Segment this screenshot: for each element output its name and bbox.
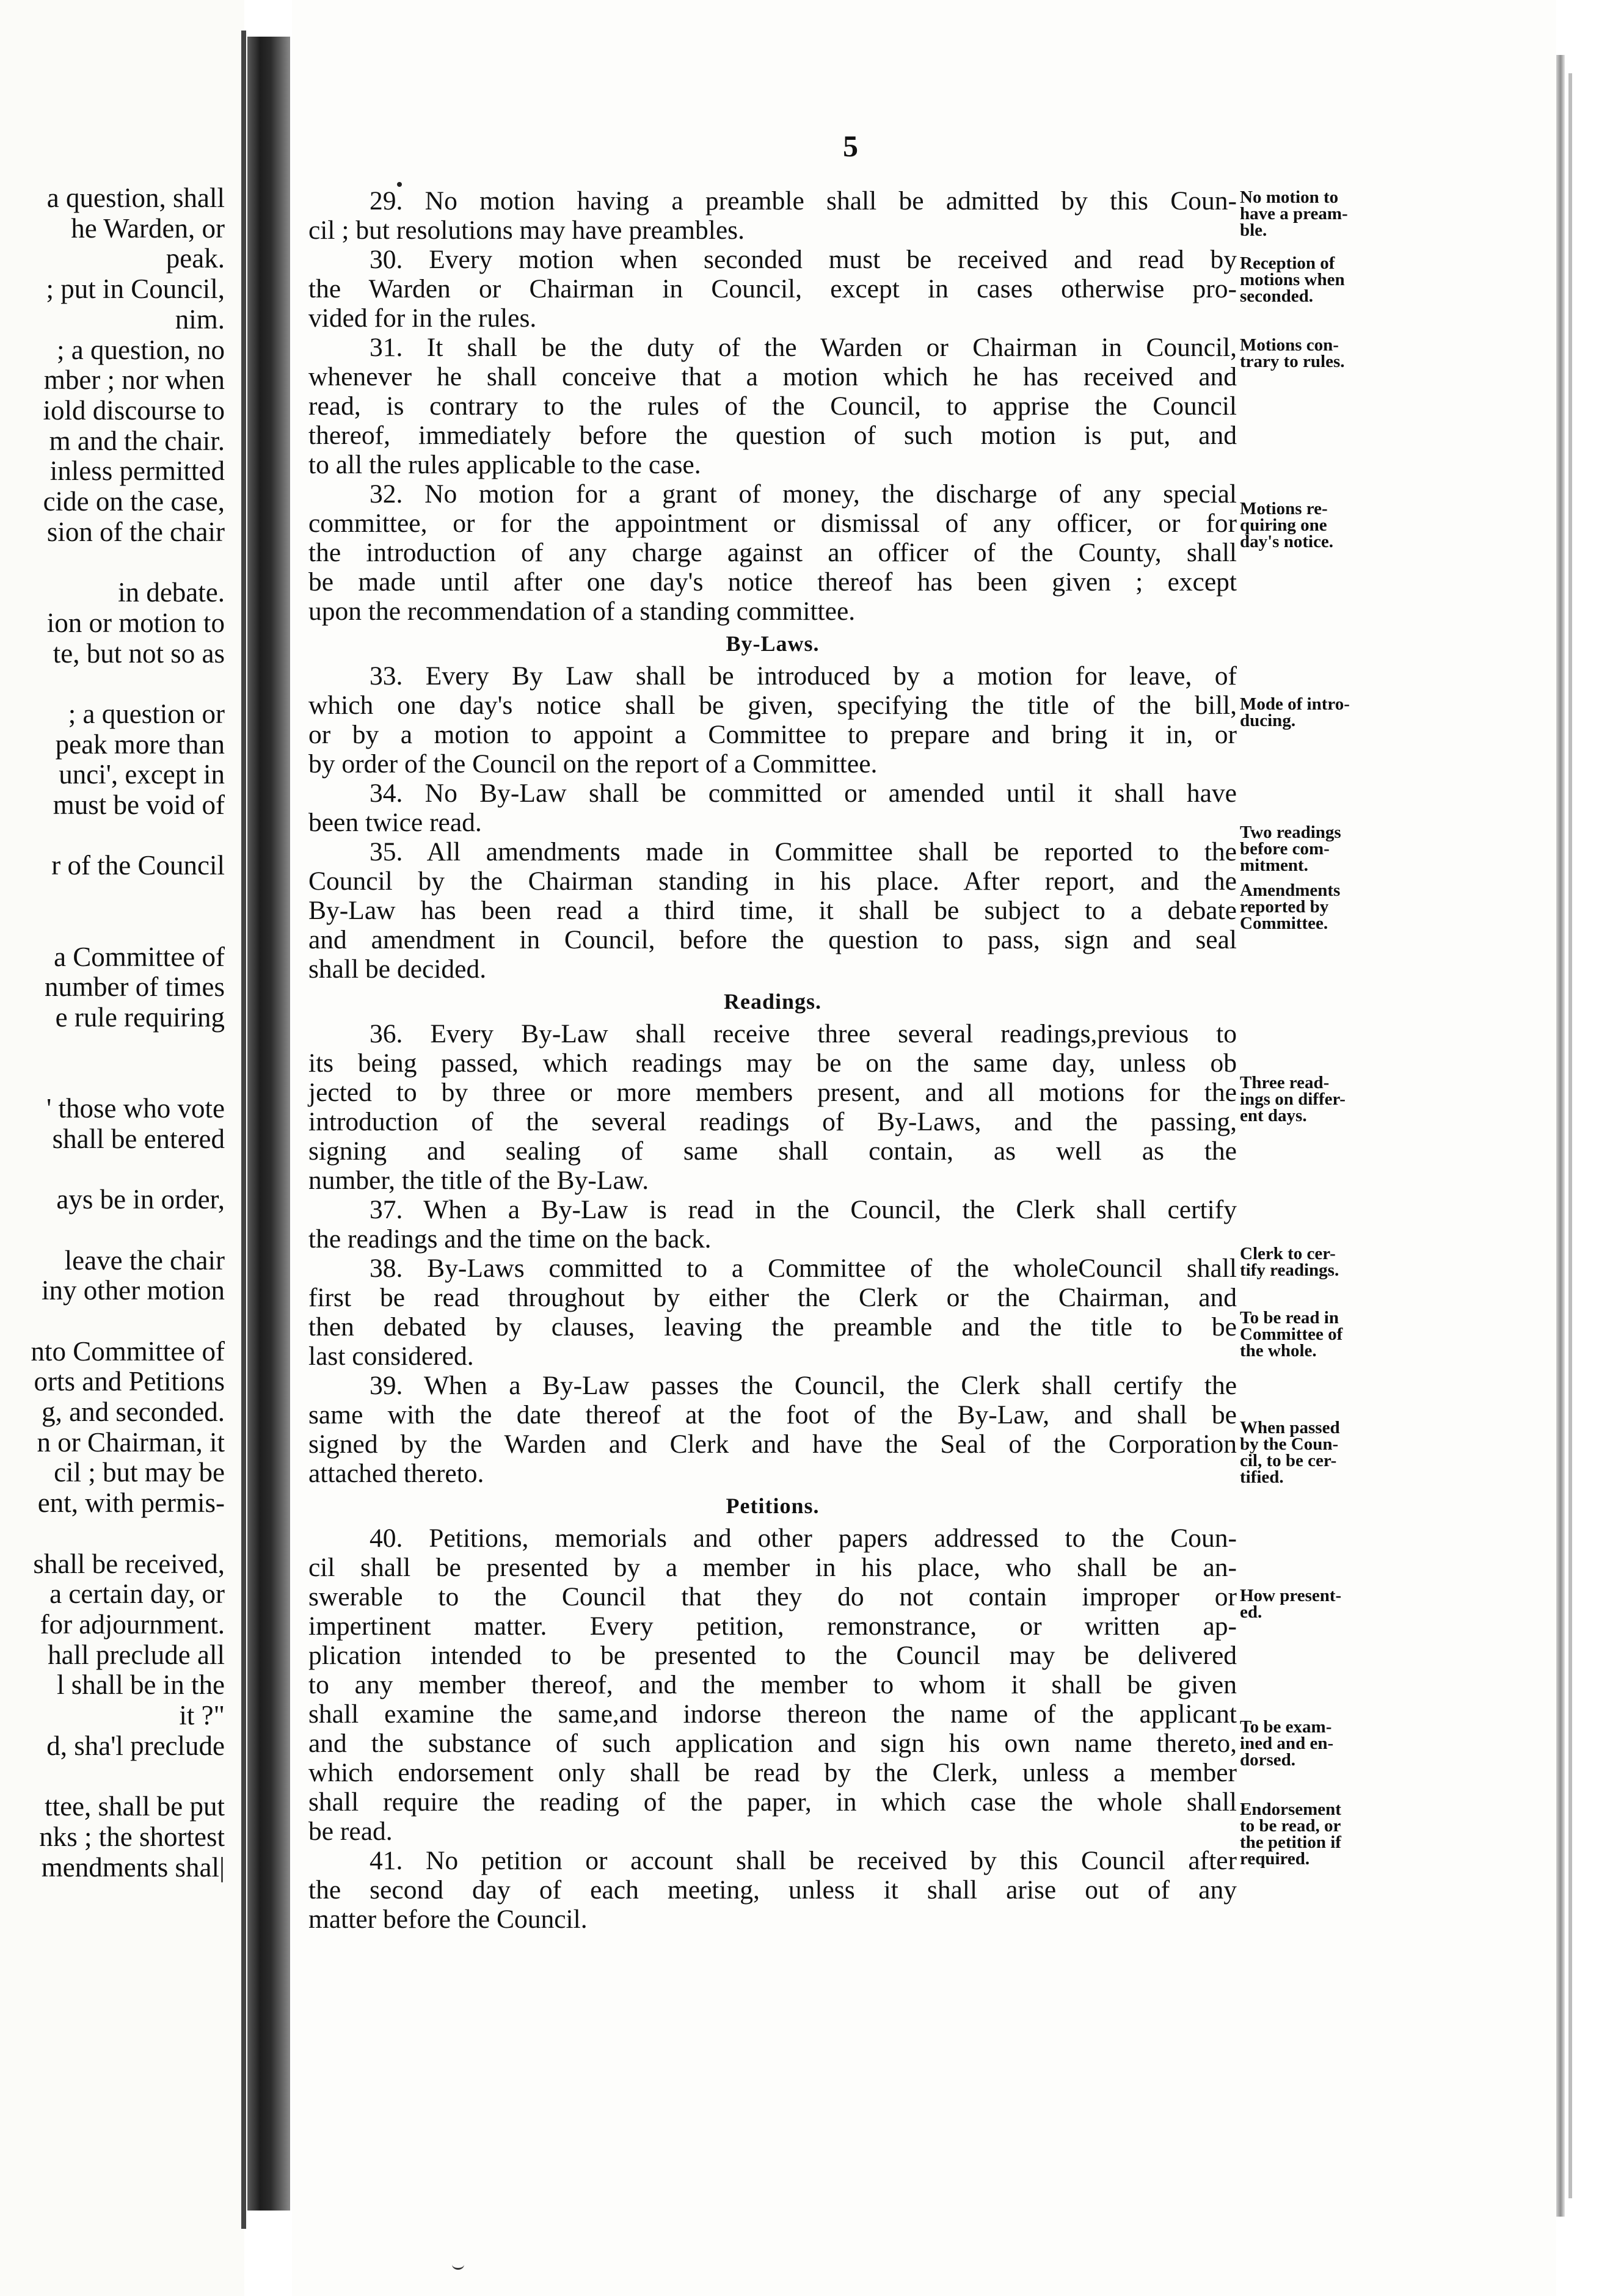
section-heading: Petitions. (726, 1494, 820, 1518)
rule-paragraph (308, 479, 1237, 626)
margin-note-line: When passed (1240, 1418, 1340, 1437)
margin-note (1240, 1075, 1417, 1124)
text-line: swerable to the Council that they do not contain improper or (308, 1582, 1237, 1611)
text-line: number, the title of the By-Law. (308, 1166, 649, 1195)
gutter-line (241, 31, 246, 2229)
book-gutter (247, 37, 290, 2211)
left-page-line: a certain day, or (49, 1579, 225, 1610)
text-line: or by a motion to appoint a Committee to prepare and bring it in, or (308, 720, 1237, 749)
rule-paragraph (308, 1371, 1237, 1488)
text-line: whenever he shall conceive that a motion which he has received and (308, 362, 1237, 391)
left-page-line: must be void of (53, 790, 225, 820)
text-line: be made until after one day's notice thereof has been given ; except (308, 567, 1237, 597)
text-line: upon the recommendation of a standing committee. (308, 597, 856, 626)
text-line: matter before the Council. (308, 1905, 588, 1934)
rule-paragraph (308, 1254, 1237, 1371)
text-line: cil ; but resolutions may have preambles. (308, 216, 745, 245)
rule-paragraph (308, 1019, 1237, 1195)
left-page-line: peak more than (55, 728, 225, 760)
left-page-line: e rule requiring (55, 1001, 225, 1033)
rule-paragraph (308, 1195, 1237, 1254)
margin-note-line: How present- (1240, 1586, 1342, 1605)
left-page-line: for adjournment. (40, 1608, 225, 1640)
margin-note-line: mitment. (1240, 856, 1308, 875)
text-line: which endorsement only shall be read by the Clerk, unless a member (308, 1758, 1237, 1787)
text-line: first be read throughout by either the Clerk or the Chairman, and (308, 1283, 1237, 1312)
margin-note-line: Committee. (1240, 914, 1328, 933)
margin-note-line: the petition if (1240, 1833, 1341, 1852)
left-page-line: d, sha'l preclude (46, 1730, 225, 1761)
text-line: cil shall be presented by a member in his place, who shall be an- (308, 1553, 1237, 1582)
text-line: then debated by clauses, leaving the preamble and the title to be (308, 1312, 1237, 1342)
left-page-line: peak. (166, 243, 225, 274)
margin-note-line: Mode of intro- (1240, 694, 1350, 714)
rule-paragraph (308, 837, 1237, 984)
left-page-line: cide on the case, (43, 486, 225, 517)
text-line: to any member thereof, and the member to whom it shall be given (308, 1670, 1237, 1699)
margin-note (1240, 189, 1417, 239)
left-page-line: hall preclude all (48, 1639, 225, 1670)
margin-note (1240, 501, 1417, 550)
main-text-column (308, 186, 1237, 1934)
margin-note-line: motions when (1240, 270, 1345, 289)
section-heading: By-Laws. (726, 631, 820, 656)
rule-paragraph (308, 1846, 1237, 1934)
margin-note-line: quiring one (1240, 515, 1327, 535)
left-page-line: orts and Petitions (34, 1366, 225, 1397)
text-line: shall examine the same,and indorse thereon the name of the applicant (308, 1699, 1237, 1729)
left-page-line: mber ; nor when (43, 365, 225, 396)
left-page-line: he Warden, or (71, 213, 225, 244)
text-line: the Warden or Chairman in Council, except in cases otherwise pro- (308, 274, 1237, 303)
margin-note (1240, 824, 1417, 874)
text-line: Council by the Chairman standing in his place. After report, and the (308, 866, 1237, 896)
margin-note-line: Motions con- (1240, 335, 1339, 355)
rule-paragraph (308, 1524, 1237, 1846)
rule-paragraph (308, 333, 1237, 479)
text-line: last considered. (308, 1342, 474, 1371)
text-line: be read. (308, 1817, 393, 1846)
margin-note-line: Two readings (1240, 823, 1341, 842)
left-page-line: sion of the chair (46, 516, 225, 547)
section-heading: Readings. (723, 989, 822, 1014)
margin-note-line: dorsed. (1240, 1750, 1296, 1770)
margin-note-line: by the Coun- (1240, 1434, 1339, 1454)
left-page-line: leave the chair (64, 1244, 225, 1276)
text-line: 35. All amendments made in Committee shall be reported to the (370, 837, 1237, 866)
margin-note-line: ings on differ- (1240, 1089, 1346, 1109)
margin-note (1240, 1420, 1417, 1486)
text-line: read, is contrary to the rules of the Council, to apprise the Council (308, 391, 1237, 421)
text-line: 37. When a By-Law is read in the Council, the Clerk shall certify (370, 1195, 1237, 1224)
text-line: 30. Every motion when seconded must be received and read by (370, 245, 1237, 274)
margin-note-line: Motions re- (1240, 499, 1328, 518)
text-line: 41. No petition or account shall be received by this Council after (370, 1846, 1237, 1875)
margin-note (1240, 882, 1417, 932)
left-page-line: inless permitted (49, 456, 225, 487)
left-page-line: nto Committee of (31, 1335, 225, 1367)
margin-note-line: No motion to (1240, 187, 1339, 207)
left-page-line: m and the chair. (49, 425, 225, 456)
text-line: and amendment in Council, before the question to pass, sign and seal (308, 925, 1237, 954)
text-line: By-Law has been read a third time, it shall be subject to a debate (308, 896, 1237, 925)
text-line: to all the rules applicable to the case. (308, 450, 701, 479)
rule-paragraph (308, 186, 1237, 245)
page-edge (1556, 55, 1565, 2217)
rule-paragraph (308, 245, 1237, 333)
left-page-line: ent, with permis- (37, 1488, 225, 1519)
left-page-line: nks ; the shortest (39, 1821, 225, 1852)
margin-note (1240, 337, 1417, 370)
margin-note (1240, 255, 1417, 305)
text-line: thereof, immediately before the question of such motion is put, and (308, 421, 1237, 450)
left-page-line: unci', except in (59, 759, 225, 790)
left-page-line: cil ; but may be (54, 1457, 225, 1488)
margin-note-line: reported by (1240, 897, 1329, 917)
left-page-line: in debate. (118, 577, 225, 608)
text-line: shall require the reading of the paper, in which case the whole shall (308, 1787, 1237, 1817)
margin-note-line: before com- (1240, 839, 1330, 859)
text-line: signing and sealing of same shall contain, as well as the (308, 1136, 1237, 1166)
ink-mark (452, 2259, 464, 2270)
text-line: 39. When a By-Law passes the Council, the Clerk shall certify the (370, 1371, 1237, 1400)
left-page-line: shall be received, (33, 1548, 225, 1579)
left-page-line: iny other motion (42, 1275, 225, 1306)
margin-note-line: cil, to be cer- (1240, 1451, 1337, 1470)
margin-note-line: to be read, or (1240, 1816, 1341, 1836)
margin-note-line: ent days. (1240, 1106, 1307, 1125)
text-line: same with the date thereof at the foot of the By-Law, and shall be (308, 1400, 1237, 1430)
text-line: 33. Every By Law shall be introduced by a motion for leave, of (370, 661, 1237, 691)
text-line: the second day of each meeting, unless it shall arise out of any (308, 1875, 1237, 1905)
margin-note-line: To be exam- (1240, 1717, 1332, 1737)
margin-note (1240, 1801, 1417, 1867)
text-line: and the substance of such application and sign his own name thereto, (308, 1729, 1237, 1758)
text-line: introduction of the several readings of By-Laws, and the passing, (308, 1107, 1237, 1136)
left-page-line: it ?" (179, 1700, 225, 1731)
margin-note (1240, 1719, 1417, 1768)
page-edge-inner (1568, 73, 1572, 2198)
left-page-line: r of the Council (51, 850, 225, 881)
text-line: 29. No motion having a preamble shall be admitted by this Coun- (370, 186, 1237, 216)
left-page-line: ; put in Council, (46, 274, 225, 305)
margin-note-line: tified. (1240, 1467, 1284, 1487)
text-line: the readings and the time on the back. (308, 1224, 712, 1254)
margin-note-line: ed. (1240, 1602, 1262, 1622)
margin-note-line: seconded. (1240, 286, 1314, 306)
text-line: 36. Every By-Law shall receive three several readings,previous to (370, 1019, 1237, 1048)
left-page-line: shall be entered (52, 1123, 225, 1154)
text-line: its being passed, which readings may be on the same day, unless ob (308, 1048, 1237, 1078)
margin-note-line: Three read- (1240, 1073, 1330, 1092)
margin-note-line: To be read in (1240, 1308, 1339, 1328)
text-line: plication intended to be presented to the Council may be delivered (308, 1641, 1237, 1670)
text-line: the introduction of any charge against an officer of the County, shall (308, 538, 1237, 567)
left-page-line: a Committee of (54, 941, 225, 972)
text-line: been twice read. (308, 808, 482, 837)
margin-note-line: Endorsement (1240, 1800, 1341, 1819)
margin-note-line: ble. (1240, 220, 1267, 240)
margin-note (1240, 1246, 1417, 1279)
margin-note (1240, 1310, 1417, 1359)
margin-note-line: Clerk to cer- (1240, 1244, 1336, 1263)
rule-paragraph (308, 779, 1237, 837)
left-page-line: mendments shal| (41, 1851, 225, 1883)
left-page-line: ion or motion to (46, 607, 225, 638)
margin-note-line: ducing. (1240, 711, 1296, 730)
left-page-line: ; a question or (68, 698, 225, 729)
margin-note-line: Amendments (1240, 881, 1341, 900)
margin-note (1240, 696, 1417, 729)
margin-note-line: tify readings. (1240, 1260, 1339, 1280)
text-line: 40. Petitions, memorials and other papers addressed to the Coun- (370, 1524, 1237, 1553)
left-page-line: nim. (175, 303, 225, 335)
left-page-line: ' those who vote (46, 1093, 225, 1124)
page-number: 5 (843, 129, 858, 163)
margin-note-line: required. (1240, 1849, 1310, 1869)
left-page-line: iold discourse to (43, 394, 225, 426)
left-page-line: g, and seconded. (42, 1397, 225, 1427)
text-line: shall be decided. (308, 954, 487, 984)
text-line: impertinent matter. Every petition, remonstrance, or written ap- (308, 1611, 1237, 1641)
text-line: attached thereto. (308, 1459, 484, 1488)
left-page-line: ays be in order, (56, 1184, 225, 1215)
left-page-line: te, but not so as (53, 638, 225, 669)
left-page-line: number of times (45, 972, 225, 1003)
margin-note-line: trary to rules. (1240, 352, 1345, 371)
text-line: committee, or for the appointment or dismissal of any officer, or for (308, 509, 1237, 538)
text-line: 31. It shall be the duty of the Warden or Chairman in Council, (370, 333, 1237, 362)
left-page-line: a question, shall (46, 183, 225, 213)
text-line: vided for in the rules. (308, 303, 537, 333)
margin-note-line: Committee of (1240, 1324, 1343, 1344)
left-page-line: l shall be in the (57, 1669, 225, 1701)
left-page-line: n or Chairman, it (37, 1426, 225, 1458)
margin-note-line: ined and en- (1240, 1734, 1334, 1753)
text-line: jected to by three or more members present, and all motions for the (308, 1078, 1237, 1107)
text-line: which one day's notice shall be given, specifying the title of the bill, (308, 691, 1237, 720)
margin-note-line: the whole. (1240, 1341, 1317, 1361)
rule-paragraph (308, 661, 1237, 779)
left-page (0, 0, 244, 2296)
margin-note (1240, 1588, 1417, 1621)
margin-note-line: Reception of (1240, 253, 1335, 273)
margin-note-line: have a pream- (1240, 204, 1348, 223)
margin-note-line: day's notice. (1240, 532, 1334, 551)
text-line: 34. No By-Law shall be committed or amended until it shall have (370, 779, 1237, 808)
left-page-line: ttee, shall be put (45, 1791, 225, 1822)
text-line: 32. No motion for a grant of money, the discharge of any special (370, 479, 1237, 509)
text-line: 38. By-Laws committed to a Committee of the wholeCouncil shall (370, 1254, 1237, 1283)
text-line: by order of the Council on the report of a Committee. (308, 749, 878, 779)
left-page-line: ; a question, no (57, 334, 225, 365)
text-line: signed by the Warden and Clerk and have the Seal of the Corporation (308, 1430, 1237, 1459)
